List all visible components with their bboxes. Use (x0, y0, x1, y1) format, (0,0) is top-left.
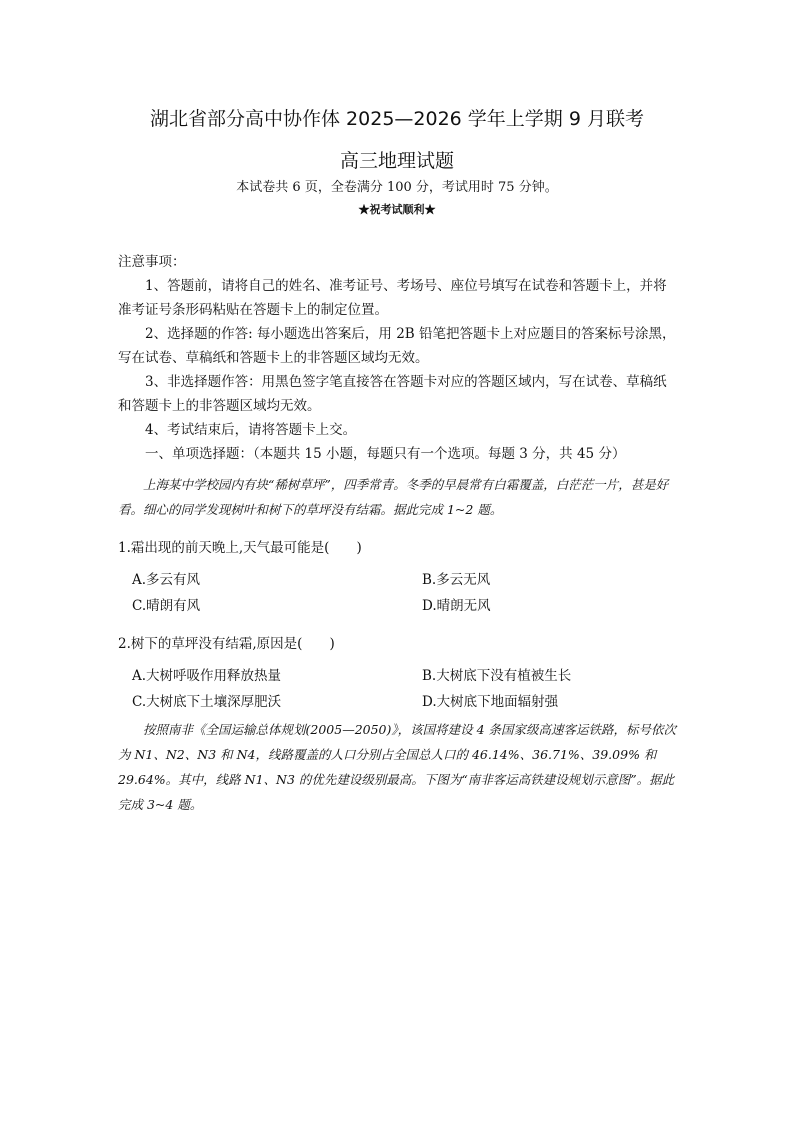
question-1-options (132, 569, 672, 617)
question-1-option-d: D.晴朗无风 (422, 598, 491, 614)
passage-railway: 按照南非《全国运输总体规划(2005—2050)》，该国将建设 4 条国家级高速客运铁路，标号依次为 N1、N2、N3 和 N4，线路覆盖的人口分别占全国总人口的 46.14%、36.71%、39.09% 和 29.64%。其中，线路 N1、N3 的优先建设级别最高。下图为“南非客运高铁建设规划示意图”。据此完成 3~4 题。 (118, 722, 677, 812)
notices-heading: 注意事项： (118, 254, 186, 270)
question-2-option-d: D.大树底下地面辐射强 (422, 694, 559, 710)
exam-info: 本试卷共 6 页，全卷满分 100 分，考试用时 75 分钟。 (236, 180, 558, 195)
question-2-options (132, 665, 672, 713)
section-heading: 一、单项选择题：（本题共 15 小题，每题只有一个选项。每题 3 分，共 45 分） (145, 446, 626, 462)
question-1-option-c: C.晴朗有风 (132, 598, 201, 614)
exam-subtitle: 高三地理试题 (339, 150, 454, 172)
question-1-option-b: B.多云无风 (422, 572, 491, 588)
notice-item-3: 3、非选择题作答：用黑色签字笔直接答在答题卡对应的答题区域内，写在试卷、草稿纸和答题卡上的非答题区域均无效。 (118, 374, 667, 414)
question-2-option-a: A.大树呼吸作用释放热量 (132, 668, 282, 684)
notice-item-4: 4、考试结束后，请将答题卡上交。 (145, 422, 357, 438)
notices-list (118, 274, 678, 442)
question-2-stem: 2.树下的草坪没有结霜,原因是( ) (118, 636, 335, 652)
passage-frost: 上海某中学校园内有块“稀树草坪”，四季常青。冬季的早晨常有白霜覆盖，白茫茫一片，甚是好看。细心的同学发现树叶和树下的草坪没有结霜。据此完成 1~2 题。 (118, 477, 669, 517)
notice-item-2: 2、选择题的作答: 每小题选出答案后，用 2B 铅笔把答题卡上对应题目的答案标号涂黑，写在试卷、草稿纸和答题卡上的非答题区域均无效。 (118, 326, 676, 366)
question-1-option-a: A.多云有风 (132, 572, 201, 588)
question-1-stem: 1.霜出现的前天晚上,天气最可能是( ) (118, 540, 362, 556)
good-luck-line: ★祝考试顺利★ (358, 203, 436, 216)
notice-item-1: 1、答题前，请将自己的姓名、准考证号、考场号、座位号填写在试卷和答题卡上，并将准考证号条形码粘贴在答题卡上的制定位置。 (118, 278, 667, 318)
question-2-option-c: C.大树底下土壤深厚肥沃 (132, 694, 282, 710)
exam-title: 湖北省部分高中协作体 2025—2026 学年上学期 9 月联考 (150, 108, 644, 130)
question-2-option-b: B.大树底下没有植被生长 (422, 668, 572, 684)
